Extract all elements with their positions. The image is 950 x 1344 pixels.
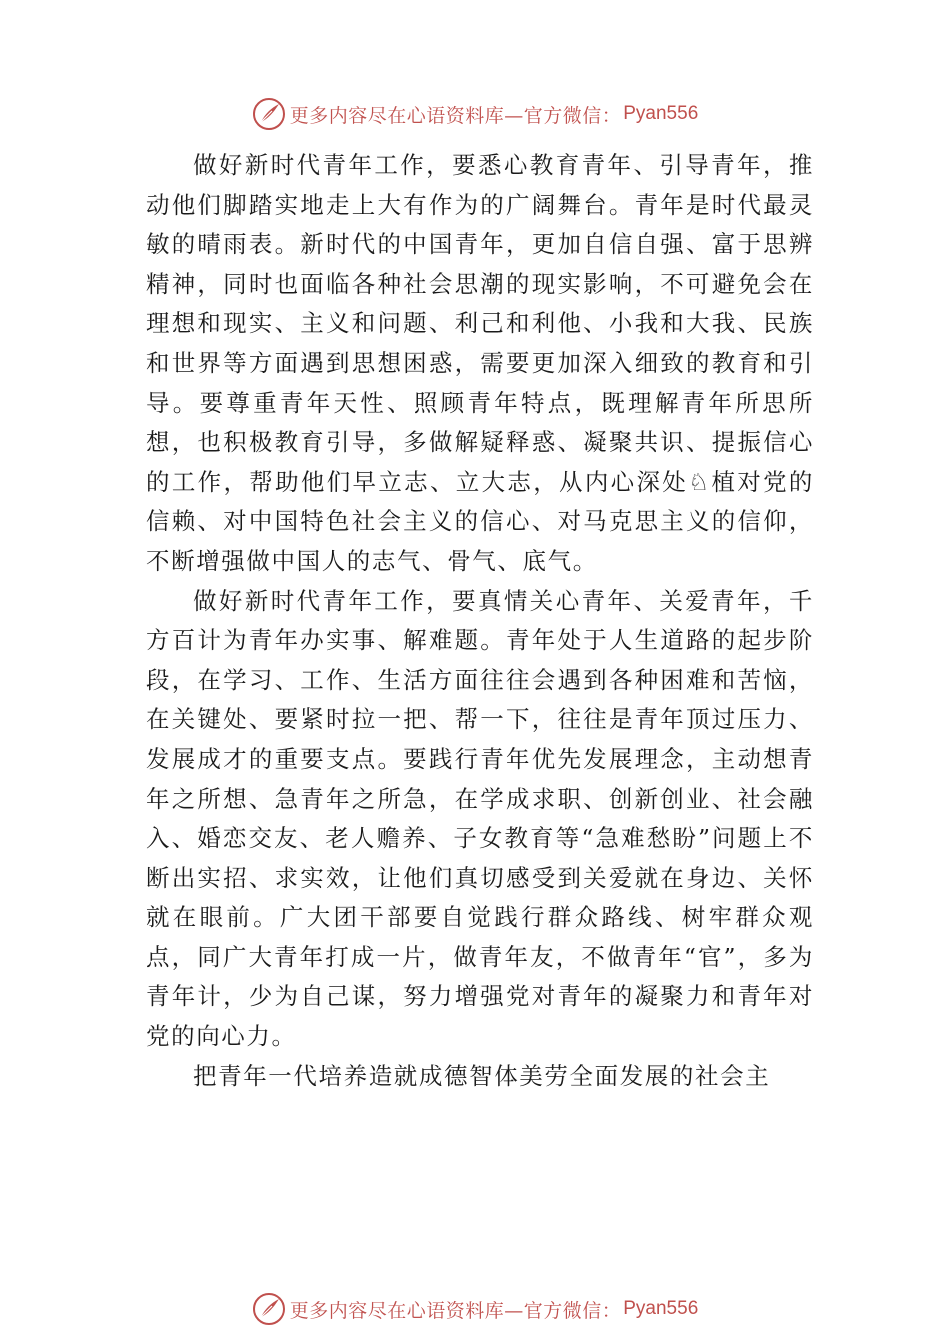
watermark-text: 更多内容尽在心语资料库—官方微信：: [289, 104, 622, 127]
watermark-text: 更多内容尽在心语资料库—官方微信：: [289, 1299, 622, 1322]
watermark-wechat-id: Pyan556: [623, 1298, 699, 1319]
watermark-wechat-id: Pyan556: [623, 103, 699, 124]
feather-logo-icon: [252, 1292, 286, 1326]
watermark-header: [0, 94, 950, 134]
paragraph-2: 做好新时代青年工作，要真情关心青年、关爱青年，千方百计为青年办实事、解难题。青年处于人生道路的起步阶段，在学习、工作、生活方面往往会遇到各种困难和苦恼，在关键处、要紧时拉一把、帮一下，往往是青年顶过压力、发展成才的重要支点。要践行青年优先发展理念，主动想青年之所想、急青年之所急，在学成求职、创新创业、社会融入、婚恋交友、老人赡养、子女教育等“急难愁盼”问题上不断出实招、求实效，让他们真切感受到关爱就在身边、关怀就在眼前。广大团干部要自觉践行群众路线、树牢群众观点，同广大青年打成一片，做青年友，不做青年“官”，多为青年计，少为自己谋，努力增强党对青年的凝聚力和青年对党的向心力。: [146, 586, 814, 1051]
paragraph-3: 把青年一代培养造就成德智体美劳全面发展的社会主: [193, 1061, 771, 1090]
feather-logo-icon: [252, 97, 286, 131]
paragraph-1: 做好新时代青年工作，要悉心教育青年、引导青年，推动他们脚踏实地走上大有作为的广阔舞台。青年是时代最灵敏的晴雨表。新时代的中国青年，更加自信自强、富于思辨精神，同时也面临各种社会思潮的现实影响，不可避免会在理想和现实、主义和问题、利己和利他、小我和大我、民族和世界等方面遇到思想困惑，需要更加深入细致的教育和引导。要尊重青年天性、照顾青年特点，既理解青年所思所想，也积极教育引导，多做解疑释惑、凝聚共识、提振信心的工作，帮助他们早立志、立大志，从内心深处♘植对党的信赖、对中国特色社会主义的信心、对马克思主义的信仰，不断增强做中国人的志气、骨气、底气。: [146, 151, 814, 575]
watermark-footer: [0, 1289, 950, 1329]
document-body: [146, 146, 814, 1096]
